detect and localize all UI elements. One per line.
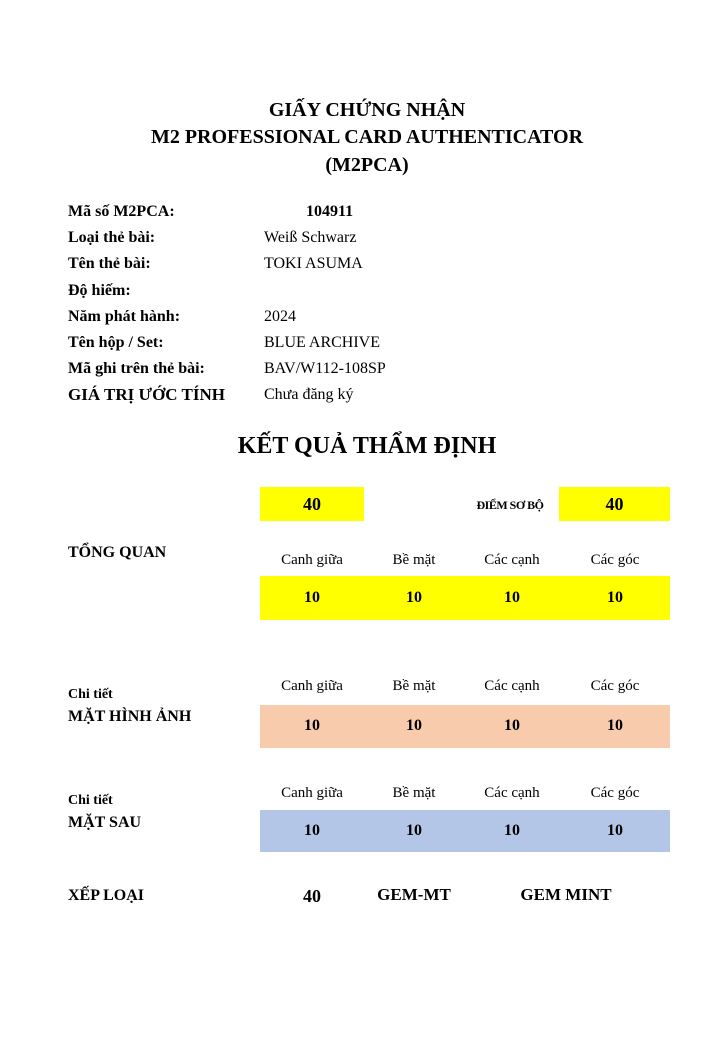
overview-edges-score: 10 xyxy=(504,589,520,606)
column-surface: Bề mặt xyxy=(392,678,436,694)
front-edges-score: 10 xyxy=(504,717,520,734)
overview-corners-score: 10 xyxy=(607,589,623,606)
card-name-label: Tên thẻ bài: xyxy=(68,255,151,272)
column-centering: Canh giữa xyxy=(281,552,343,568)
card-code-value: BAV/W112-108SP xyxy=(264,360,386,377)
set-name-label: Tên hộp / Set: xyxy=(68,334,164,351)
column-edges: Các cạnh xyxy=(484,785,540,801)
grade-code: GEM-MT xyxy=(377,885,451,904)
front-surface-score: 10 xyxy=(406,717,422,734)
results-title: KẾT QUẢ THẨM ĐỊNH xyxy=(237,433,497,459)
back-corners-score: 10 xyxy=(607,822,623,839)
back-centering-score: 10 xyxy=(304,822,320,839)
overview-label: TỔNG QUAN xyxy=(68,544,167,561)
column-corners: Các góc xyxy=(590,552,640,568)
estimated-value-label: GIÁ TRỊ ƯỚC TÍNH xyxy=(68,385,225,404)
column-corners: Các góc xyxy=(590,678,640,694)
grade-label: XẾP LOẠI xyxy=(68,887,145,904)
grade-name: GEM MINT xyxy=(520,885,612,904)
cert-number-value: 104911 xyxy=(306,203,354,220)
authenticator-abbreviation: (M2PCA) xyxy=(325,154,409,176)
certificate-title: GIẤY CHỨNG NHẬN xyxy=(268,99,466,121)
card-name-value: TOKI ASUMA xyxy=(264,255,363,272)
card-game-value: Weiß Schwarz xyxy=(264,229,357,246)
release-year-label: Năm phát hành: xyxy=(68,308,181,325)
column-surface: Bề mặt xyxy=(392,552,436,568)
preliminary-score-label: ĐIỂM SƠ BỘ xyxy=(476,498,544,512)
preliminary-score: 40 xyxy=(605,494,624,514)
front-detail-label: Chi tiết xyxy=(68,687,113,702)
column-centering: Canh giữa xyxy=(281,785,343,801)
column-centering: Canh giữa xyxy=(281,678,343,694)
front-centering-score: 10 xyxy=(304,717,320,734)
column-edges: Các cạnh xyxy=(484,552,540,568)
column-edges: Các cạnh xyxy=(484,678,540,694)
front-side-label: MẶT HÌNH ẢNH xyxy=(68,708,192,725)
back-detail-label: Chi tiết xyxy=(68,793,113,808)
rarity-label: Độ hiếm: xyxy=(68,282,131,299)
card-game-label: Loại thẻ bài: xyxy=(68,229,156,246)
back-side-label: MẶT SAU xyxy=(68,814,142,831)
front-corners-score: 10 xyxy=(607,717,623,734)
back-edges-score: 10 xyxy=(504,822,520,839)
back-surface-score: 10 xyxy=(406,822,422,839)
overall-score: 40 xyxy=(303,494,321,514)
column-surface: Bề mặt xyxy=(392,785,436,801)
cert-number-label: Mã số M2PCA: xyxy=(68,203,175,220)
release-year-value: 2024 xyxy=(264,308,296,325)
grade-score: 40 xyxy=(303,886,321,906)
authenticator-name: M2 PROFESSIONAL CARD AUTHENTICATOR xyxy=(150,126,584,148)
set-name-value: BLUE ARCHIVE xyxy=(264,334,380,351)
column-corners: Các góc xyxy=(590,785,640,801)
overview-centering-score: 10 xyxy=(304,589,320,606)
estimated-value: Chưa đăng ký xyxy=(264,386,354,403)
card-code-label: Mã ghi trên thẻ bài: xyxy=(68,360,205,377)
overview-surface-score: 10 xyxy=(406,589,422,606)
